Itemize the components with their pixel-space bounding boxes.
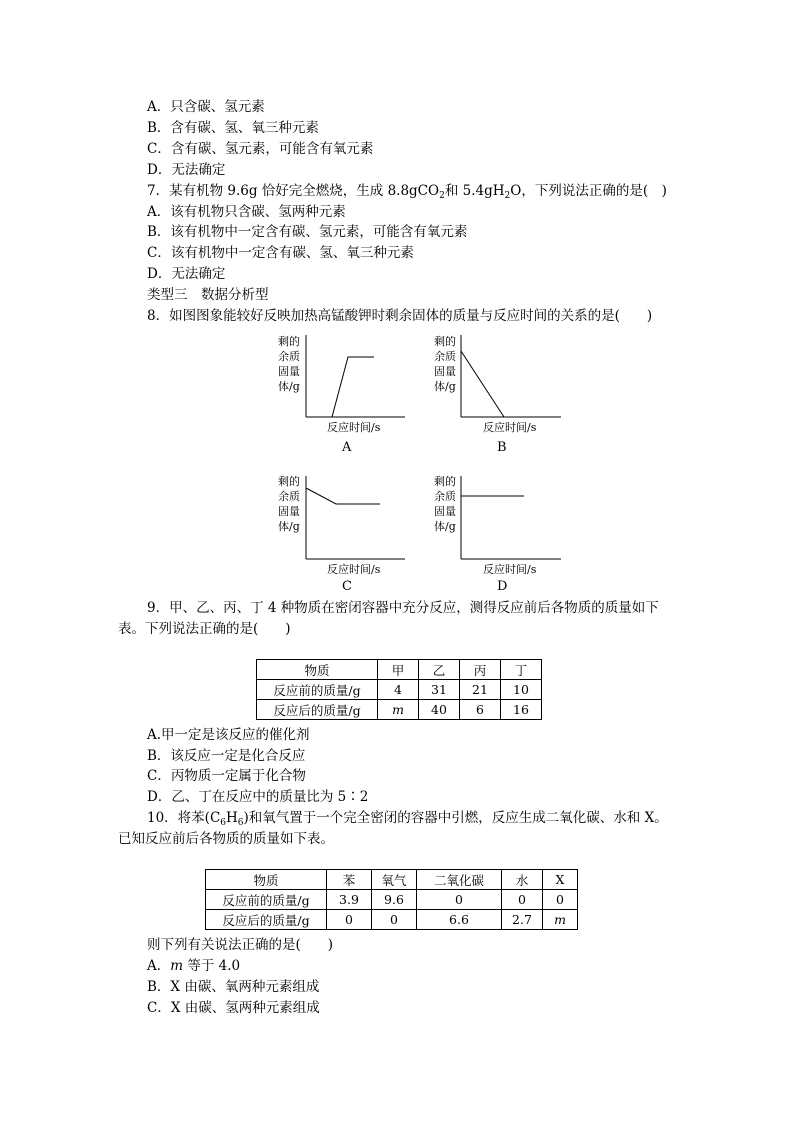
q9-table	[256, 659, 542, 720]
q10-stem-1: 10．将苯$(C_6H_6)$和氧气置于一个完全密闭的容器中引燃，反应生成二氧化碳、水和 X。	[147, 810, 668, 828]
q8-stem: 8．如图图象能较好反映加热高锰酸钾时剩余固体的质量与反应时间的关系的是( )	[147, 308, 653, 324]
table-header-cell: 物质	[257, 660, 378, 680]
table-header-cell: 氧气	[372, 870, 417, 890]
ylabel-line: 固量	[278, 505, 300, 518]
table-cell: 反应前的质量/g	[206, 890, 327, 910]
q10-prompt: 则下列有关说法正确的是( )	[147, 937, 334, 953]
table-row	[257, 700, 542, 720]
table-row	[206, 870, 578, 890]
q10-stem-2: 已知反应前后各物质的质量如下表。	[118, 831, 334, 847]
ylabel-line: 剩的	[434, 335, 456, 348]
section-heading: 类型三 数据分析型	[147, 287, 269, 303]
table-cell: 6.6	[417, 910, 502, 930]
q6-option-d: D．无法确定	[147, 162, 226, 178]
q10-option-b: B．X 由碳、氧两种元素组成	[147, 979, 320, 995]
ylabel-line: 固量	[434, 365, 456, 378]
q7-option-b: B．该有机物中一定含有碳、氢元素，可能含有氧元素	[147, 224, 468, 240]
q10-option-a: A．m 等于 4.0	[147, 958, 241, 974]
q9-option-c: C．丙物质一定属于化合物	[147, 768, 306, 784]
ylabel-line: 固量	[434, 505, 456, 518]
table-row	[257, 660, 542, 680]
q9-stem-1: 9．甲、乙、丙、丁 4 种物质在密闭容器中充分反应，测得反应前后各物质的质量如下	[147, 600, 659, 616]
ylabel-line: 剩的	[434, 475, 456, 488]
xlabel: 反应时间/s	[483, 563, 537, 574]
table-header-cell: 乙	[419, 660, 460, 680]
table-cell: 2.7	[502, 910, 543, 930]
ylabel-line: 剩的	[278, 335, 300, 348]
table-cell: 0	[417, 890, 502, 910]
ylabel-line: 体/g	[434, 520, 456, 533]
ylabel-line: 余质	[434, 490, 456, 503]
table-cell: 3.9	[327, 890, 372, 910]
ylabel-line: 体/g	[434, 380, 456, 393]
q7-option-c: C．该有机物中一定含有碳、氢、氧三种元素	[147, 245, 414, 261]
table-cell: 0	[372, 910, 417, 930]
chart-b	[426, 333, 566, 433]
q6-option-b: B．含有碳、氢、氧三种元素	[147, 120, 319, 136]
chart-d-svg	[426, 474, 566, 574]
q6-option-a: A．只含碳、氢元素	[147, 99, 265, 115]
q9-stem-2: 表。下列说法正确的是( )	[118, 621, 291, 637]
chart-d	[426, 474, 566, 574]
table-header-cell: 苯	[327, 870, 372, 890]
table-cell: 反应后的质量/g	[257, 700, 378, 720]
table-header-cell: 水	[502, 870, 543, 890]
chart-c-svg	[270, 474, 410, 574]
q10-table	[205, 869, 578, 930]
ylabel-line: 剩的	[278, 475, 300, 488]
table-cell: 40	[419, 700, 460, 720]
table-cell: 9.6	[372, 890, 417, 910]
table-header-cell: 二氧化碳	[417, 870, 502, 890]
table-cell: 10	[501, 680, 542, 700]
table-row	[206, 910, 578, 930]
table-cell: m	[543, 910, 578, 930]
series-line	[306, 488, 380, 504]
table-cell: 6	[460, 700, 501, 720]
chart-caption-c: C	[342, 579, 352, 594]
q9-option-b: B．该反应一定是化合反应	[147, 748, 306, 764]
ylabel-line: 余质	[278, 490, 300, 503]
series-line	[306, 357, 374, 417]
table-cell: 0	[502, 890, 543, 910]
q10-option-c: C．X 由碳、氢两种元素组成	[147, 1000, 320, 1016]
table-header-cell: 物质	[206, 870, 327, 890]
ylabel-line: 体/g	[278, 380, 300, 393]
table-cell: 31	[419, 680, 460, 700]
q6-option-c: C．含有碳、氢元素，可能含有氧元素	[147, 141, 374, 157]
q9-option-d: D．乙、丁在反应中的质量比为 5∶2	[147, 789, 369, 805]
q7-option-a: A．该有机物只含碳、氢两种元素	[147, 204, 346, 220]
table-cell: 21	[460, 680, 501, 700]
chart-a	[270, 333, 410, 433]
series-line	[461, 351, 504, 417]
ylabel-line: 余质	[434, 350, 456, 363]
table-header-cell: 丁	[501, 660, 542, 680]
ylabel-line: 余质	[278, 350, 300, 363]
table-header-cell: 丙	[460, 660, 501, 680]
table-row	[206, 890, 578, 910]
table-row	[257, 680, 542, 700]
chart-caption-d: D	[497, 579, 508, 594]
chart-caption-b: B	[497, 440, 507, 455]
table-header-cell: 甲	[378, 660, 419, 680]
chart-a-svg	[270, 333, 410, 433]
chart-caption-a: A	[342, 440, 352, 455]
table-cell: 0	[543, 890, 578, 910]
chart-c	[270, 474, 410, 574]
ylabel-line: 固量	[278, 365, 300, 378]
table-cell: 反应后的质量/g	[206, 910, 327, 930]
ylabel-line: 体/g	[278, 520, 300, 533]
xlabel: 反应时间/s	[327, 563, 381, 574]
q9-option-a: A.甲一定是该反应的催化剂	[147, 727, 310, 743]
table-cell: 反应前的质量/g	[257, 680, 378, 700]
chart-b-svg	[426, 333, 566, 433]
table-cell: 4	[378, 680, 419, 700]
table-cell: 16	[501, 700, 542, 720]
table-cell: m	[378, 700, 419, 720]
table-cell: 0	[327, 910, 372, 930]
xlabel: 反应时间/s	[327, 421, 381, 433]
q7-option-d: D．无法确定	[147, 266, 226, 282]
xlabel: 反应时间/s	[483, 421, 537, 433]
q7-stem: 7．某有机物 9.6g 恰好完全燃烧，生成 8.8gCO$_2$和 $5.4gH_2O$，下列说法正确的是( )	[147, 183, 667, 201]
table-header-cell: X	[543, 870, 578, 890]
